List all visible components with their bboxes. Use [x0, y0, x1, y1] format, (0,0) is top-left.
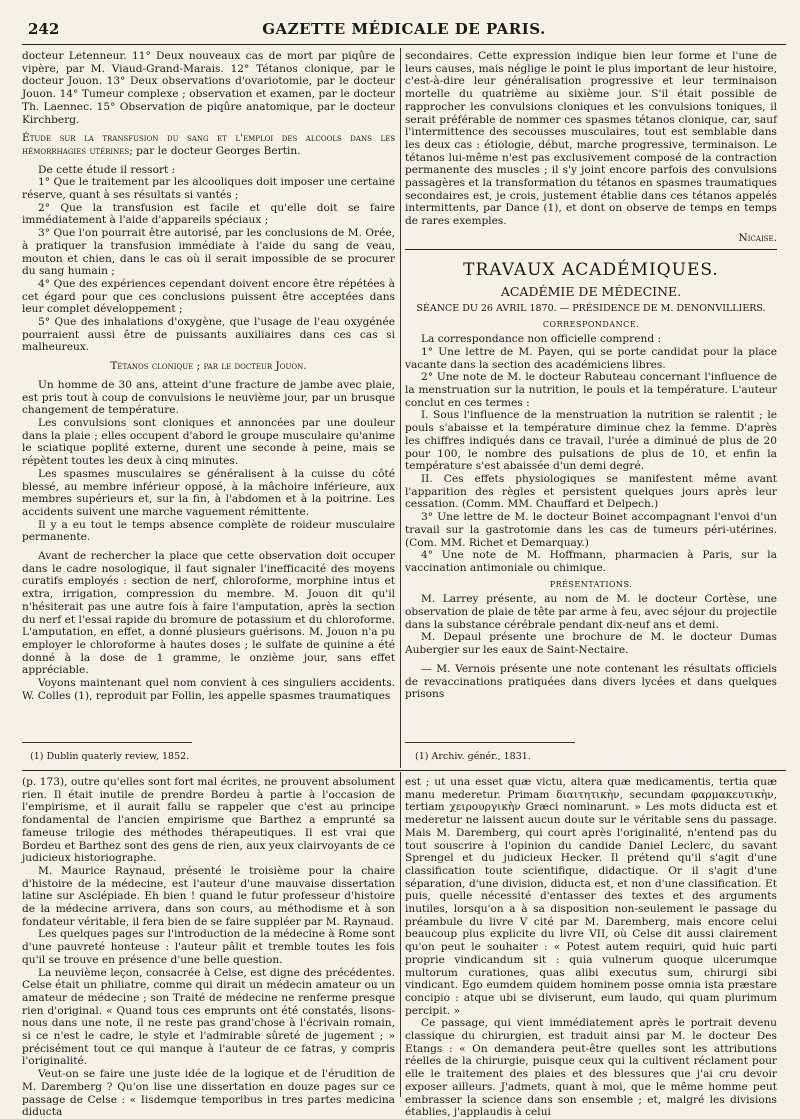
- footnote-rule: [405, 742, 575, 743]
- bottom-right-column: [405, 776, 777, 1119]
- running-title: GAZETTE MÉDICALE DE PARIS.: [262, 20, 546, 38]
- section-divider: [22, 770, 786, 771]
- page-header: [22, 18, 786, 42]
- paragraph: secondaires. Cette expression indique bien leur forme et l'une de leurs causes, mais néglige le point le plus important de leur histoire, c'est-à-dire leur généralisation progressive et leur terminaison mortelle du quatrième au sixième jour. S'il était possible de rapprocher les convulsions cloniques et les convulsions toniques, il serait préférable de nommer ces spasmes tétanos clonique, car, sauf l'intermittence des secousses musculaires, tout est semblable dans les deux cas : étiologie, début, marche progressive, terminaison. Le tétanos lui-même n'est pas exclusivement composé de la contraction permanente des muscles ; il s'y joint encore parfois des convulsions passagères et la transformation du tétanos en spasmes traumatiques secondaires est, je crois, justement établie dans ces tétanos appelés intermittents, par Dance (1), et dont on observe de temps en temps de rares exemples.: [405, 50, 777, 228]
- paragraph: 4° Une note de M. Hoffmann, pharmacien à Paris, sur la vaccination antimoniale ou chimique.: [405, 549, 777, 574]
- signature: Nicaise.: [738, 231, 777, 244]
- list-continuation: docteur Letenneur. 11° Deux nouveaux cas de mort par piqûre de vipère, par M. Viaud-Grand-Marais. 12° Tétanos clonique, par le docteur Jouon. 13° Deux observations d'ovariotomie, par le docteur Jouon. 14° Tumeur complexe ; observation et examen, par le docteur Th. Laennec. 15° Observation de piqûre anatomique, par le docteur Kirchberg.: [22, 50, 395, 126]
- paragraph: M. Depaul présente une brochure de M. le docteur Dumas Aubergier sur les eaux de Saint-Nectaire.: [405, 631, 777, 657]
- page-number: 242: [28, 20, 60, 38]
- paragraph: De cette étude il ressort :: [38, 163, 176, 176]
- paragraph: I. Sous l'influence de la menstruation la nutrition se ralentit ; le pouls s'abaisse et la température diminue chez la femme. D'après les chiffres indiqués dans ce travail, l'urée a diminué de plus de 20 pour 100, le nombre des pulsations de plus de 10, et enfin la température s'est abaissée d'un demi degré.: [405, 409, 777, 473]
- session-line: SÉANCE DU 26 AVRIL 1870. — PRÉSIDENCE DE M. DENONVILLIERS.: [416, 302, 766, 314]
- paragraph: M. Larrey présente, au nom de M. le docteur Cortèse, une observation de plaie de tête par arme à feu, avec séjour du projectile dans la substance cérébrale pendant dix-neuf ans et demi.: [405, 593, 777, 631]
- paragraph: Avant de rechercher la place que cette observation doit occuper dans le cadre nosologique, il faut signaler l'inefficacité des moyens curatifs employés : section de nerf, chloroforme, morphine intus et extra, irrigation, compression du membre. M. Jouon dit qu'il n'hésiterait pas une autre fois à faire l'amputation, après la section du nerf et l'essai rapide du bromure de potassium et du chloroforme. L'amputation, en effet, a donné plusieurs guérisons. M. Jouon n'a pu employer le chloroforme à hautes doses ; le sulfate de quinine a été donné à la dose de 1 gramme, le onzième jour, sans effet appréciable.: [22, 550, 395, 677]
- paragraph: La neuvième leçon, consacrée à Celse, est digne des précédentes. Celse était un philiatre, comme qui dirait un médecin amateur ou un amateur de médecine ; son Traité de médecine ne renferme presque rien d'original. « Quand tous ces emprunts ont été constatés, lisons-nous dans une note, il ne reste pas grand'chose à l'écrivain romain, si ce n'est le cadre, le style et l'admirable sûreté de jugement ; » précisément tout ce qui manque à l'auteur de ce fatras, y compris l'originalité.: [22, 966, 395, 1068]
- bottom-left-column: [22, 776, 395, 1119]
- paragraph: Un homme de 30 ans, atteint d'une fracture de jambe avec plaie, est pris tout à coup de convulsions le neuvième jour, par un brusque changement de température.: [22, 378, 395, 417]
- list-item: 5° Que des inhalations d'oxygène, que l'usage de l'eau oxygénée pourraient aussi être de puissants auxiliaires dans ces cas si malheureux.: [22, 316, 395, 354]
- paragraph: — M. Vernois présente une note contenant les résultats officiels de revaccinations pratiquées dans divers lycées et dans quelques prisons: [405, 662, 777, 701]
- paragraph: Les convulsions sont cloniques et annoncées par une douleur dans la plaie ; elles occupent d'abord le groupe musculaire qu'anime le sciatique poplité externe, durent une seconde à peine, mais se répètent toutes les deux à cinq minutes.: [22, 416, 395, 468]
- header-rule: [22, 44, 786, 45]
- paragraph: 1° Une lettre de M. Payen, qui se porte candidat pour la place vacante dans la section des académiciens libres.: [405, 345, 777, 371]
- footnote-rule: [22, 742, 192, 743]
- top-left-column: [22, 50, 395, 735]
- paragraph: (p. 173), outre qu'elles sont fort mal écrites, ne prouvent absolument rien. Il était inutile de prendre Bordeu à partie à l'occasion de l'empirisme, et il aurait fallu se rappeler que c'est au principe fondamental de l'ancien empirisme que Barthez a emprunté sa fameuse trilogie des méthodes thérapeutiques. Il est vrai que Bordeu et Barthez sont des gens de rien, aux yeux clairvoyants de ce judicieux historiographe.: [22, 776, 395, 865]
- paragraph: Les quelques pages sur l'introduction de la médecine à Rome sont d'une pauvreté honteuse : l'auteur pâlit et tremble toutes les fois qu'il se trouve en présence d'une belle question.: [22, 928, 395, 966]
- section-title: TRAVAUX ACADÉMIQUES.: [463, 259, 719, 280]
- list-item: 3° Que l'on pourrait être autorisé, par les conclusions de M. Orée, à pratiquer la transfusion immédiate à l'aide du sang de veau, mouton et chien, dans le cas où il serait impossible de se procurer du sang humain ;: [22, 227, 395, 278]
- paragraph: Voyons maintenant quel nom convient à ces singuliers accidents. W. Colles (1), reproduit par Follin, les appelle spasmes traumatiques: [22, 677, 395, 702]
- list-item: 4° Que des expériences cependant doivent encore être répétées à cet égard pour que ces conclusions puissent être acceptées dans leur complet développement ;: [22, 277, 395, 316]
- article-heading-transfusion: Étude sur la transfusion du sang et l'emploi des alcools dans les hémorrhagies utérines; par le docteur Georges Bertin.: [22, 132, 395, 157]
- paragraph: est ; ut una esset quæ victu, altera quæ medicamentis, tertia quæ manu mederetur. Primam διαιτητικὴν, secundam φαρμακευτικὴν, tertiam χειρουργικὴν Græci nominarunt. » Les mots diducta est et mederetur ne laissent aucun doute sur le véritable sens du passage. Mais M. Daremberg, qui court après l'originalité, n'entend pas du tout souscrire à l'opinion du candide Daniel Leclerc, du savant Sprengel et du judicieux Hecker. Il prétend qu'il s'agit d'une classification toute scientifique, didactique. Or il s'agit d'une séparation, d'une division, diducta est, et non d'une classification. Et puis, quelle nécessité d'entasser des textes et des arguments inutiles, lorsqu'on a à sa disposition non-seulement le passage du préambule du livre V cité par M. Daremberg, mais encore celui beaucoup plus explicite du livre VII, où Celse dit aussi clairement qu'on peut le souhaiter : « Potest autem requiri, quid huic parti proprie vindicandum sit : quia vulnerum quoque ulcerumque multorum curationes, quas alibi executus sum, chirurgi sibi vindicant. Ego eumdem quidem hominem posse omnia ista præstare concipio : atque ubi se diviserunt, eum laudo, qui quam plurimum percipit. »: [405, 776, 777, 1017]
- paragraph: Ce passage, qui vient immédiatement après le portrait devenu classique du chirurgien, est traduit ainsi par M. le docteur Des Etangs : « On demandera peut-être quelles sont les attributions réelles de la chirurgie, puisque ceux qui la cultivent réclament pour elle le traitement des plaies et des blessures que j'ai cru devoir exposer ailleurs. J'admets, quant à moi, que le même homme peut embrasser la science dans son ensemble ; et, malgré les divisions établies, j'applaudis à celui: [405, 1017, 777, 1119]
- column-rule: [400, 772, 401, 1097]
- correspondance-label: CORRESPONDANCE.: [542, 319, 640, 329]
- paragraph: 2° Une note de M. le docteur Rabuteau concernant l'influence de la menstruation sur la nutrition, le pouls et la température. L'auteur conclut en ces termes :: [405, 371, 777, 409]
- presentations-label: PRÉSENTATIONS.: [549, 579, 633, 589]
- top-right-column: [405, 50, 777, 735]
- academy-title: ACADÉMIE DE MÉDECINE.: [500, 283, 682, 299]
- footnote-left: (1) Dublin quaterly review, 1852.: [30, 751, 190, 762]
- paragraph: Veut-on se faire une juste idée de la logique et de l'érudition de M. Daremberg ? Qu'on lise une dissertation en douze pages sur ce passage de Celse : « Iisdemque temporibus in tres partes medicina diducta: [22, 1068, 395, 1119]
- paragraph: Il y a eu tout le temps absence complète de roideur musculaire permanente.: [22, 518, 395, 544]
- list-item: 1° Que le traitement par les alcooliques doit imposer une certaine réserve, quant à ses résultats si vantés ;: [22, 176, 395, 202]
- paragraph: La correspondance non officielle comprend :: [421, 333, 662, 346]
- paragraph: M. Maurice Raynaud, présenté le troisième pour la chaire d'histoire de la médecine, est l'auteur d'une mauvaise dissertation latine sur Asclépiade. Eh bien ! quand le futur professeur d'histoire de la médecine arrivera, dans son cours, au méthodisme et à son fondateur véritable, il fera bien de se faire suppléer par M. Raynaud.: [22, 864, 395, 928]
- footnote-right: (1) Archiv. génér., 1831.: [415, 751, 531, 762]
- article-heading-tetanos: Tétanos clonique ; par le docteur Jouon.: [110, 360, 307, 373]
- list-item: 2° Que la transfusion est facile et qu'elle doit se faire immédiatement à l'aide d'appareils spéciaux ;: [22, 201, 395, 227]
- paragraph: II. Ces effets physiologiques se manifestent même avant l'apparition des règles et persistent quelques jours après leur cessation. (Comm. MM. Chauffard et Delpech.): [405, 472, 777, 511]
- paragraph: Les spasmes musculaires se généralisent à la cuisse du côté blessé, au membre inférieur opposé, à la mâchoire inférieure, aux membres supérieurs et, sur la fin, à l'abdomen et à la poitrine. Les accidents suivent une marche vaguement rémittente.: [22, 467, 395, 518]
- column-rule: [400, 48, 401, 768]
- paragraph: 3° Une lettre de M. le docteur Boinet accompagnant l'envoi d'un travail sur la gastrotomie dans les cas de tumeurs péri-utérines. (Com. MM. Richet et Demarquay.): [405, 511, 777, 549]
